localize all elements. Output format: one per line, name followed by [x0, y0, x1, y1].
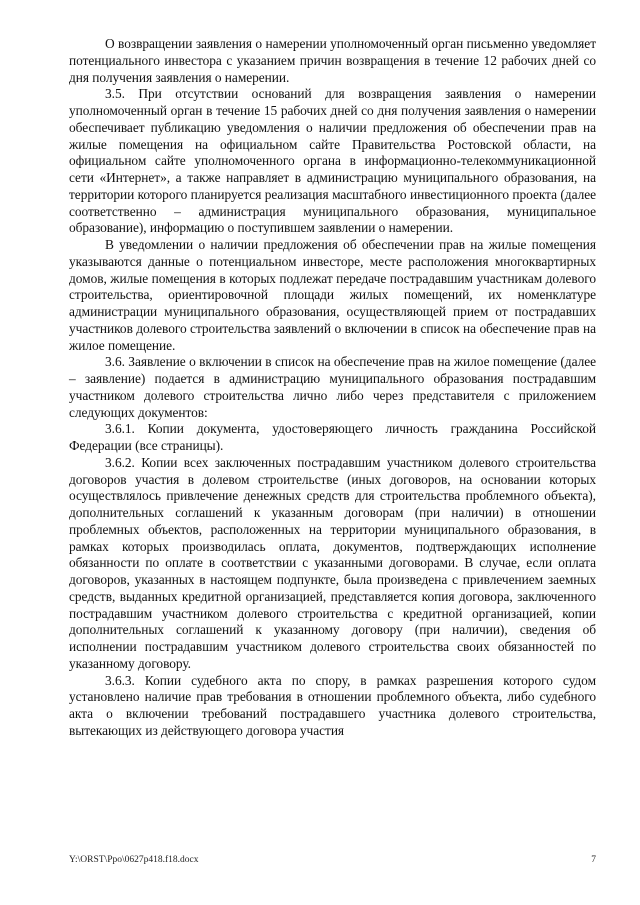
paragraph-return-notice: О возвращении заявления о намерении уполномоченный орган письменно уведомляет потенциального инвестора с указанием причин возвращения в течение 12 рабочих дней со дня получения заявления о намерении.: [69, 36, 596, 85]
footer-file-path: Y:\ORST\Ppo\0627p418.f18.docx: [69, 855, 199, 865]
paragraph-3-5: 3.5. При отсутствии оснований для возвращения заявления о намерении уполномоченный орган в течение 15 рабочих дней со дня получения заявления о намерении обеспечивает публикацию уведомления о наличии предложения об обеспечении прав на жилые помещения на официальном сайте Правительства Ростовской области, на официальном сайте уполномоченного органа в информационно-телекоммуникационной сети «Интернет», а также направляет в администрацию муниципального образования, на территории которого планируется реализация масштабного инвестиционного проекта (далее соответственно – администрация муниципального образования, муниципальное образование), информацию о поступившем заявлении о намерении.: [69, 86, 596, 236]
paragraph-3-6-2: 3.6.2. Копии всех заключенных пострадавшим участником долевого строительства договоров участия в долевом строительстве (иных договоров, на основании которых осуществлялось привлечение денежных средств для строительства проблемного объекта), дополнительных соглашений к указанным договорам (при наличии) в отношении проблемных объектов, расположенных на территории муниципального образования, в рамках которых производилась оплата, документов, подтверждающих исполнение обязанности по оплате в соответствии с указанными договорами. В случае, если оплата договоров, указанных в настоящем подпункте, была произведена с привлечением заемных средств, выданных кредитной организацией, представляется копия договора, заключенного пострадавшим участником долевого строительства с кредитной организацией, копии дополнительных соглашений к указанному договору (при наличии), сведения об исполнении пострадавшим участником долевого строительства своих обязанностей по указанному договору.: [69, 454, 596, 671]
footer-page-number: 7: [591, 855, 596, 865]
page-footer: [69, 855, 596, 865]
paragraph-3-6: 3.6. Заявление о включении в список на обеспечение прав на жилое помещение (далее – заявление) подается в администрацию муниципального образования пострадавшим участником долевого строительства лично либо через представителя с приложением следующих документов:: [69, 354, 596, 420]
paragraph-3-6-3: 3.6.3. Копии судебного акта по спору, в рамках разрешения которого судом установлено наличие прав требования в отношении проблемного объекта, либо судебного акта о включении требований пострадавшего участника долевого строительства, вытекающих из действующего договора участия: [69, 672, 596, 738]
paragraph-3-6-1: 3.6.1. Копии документа, удостоверяющего личность гражданина Российской Федерации (все страницы).: [69, 421, 596, 453]
document-page: [69, 36, 596, 740]
paragraph-notice-content: В уведомлении о наличии предложения об обеспечении прав на жилые помещения указываются данные о потенциальном инвесторе, месте расположения многоквартирных домов, жилые помещения в которых подлежат передаче пострадавшим участникам долевого строительства, ориентировочной площади жилых помещений, их номенклатуре администрации муниципального образования, осуществляющей прием от пострадавших участников долевого строительства заявлений о включении в список на обеспечение прав на жилое помещение.: [69, 237, 596, 353]
